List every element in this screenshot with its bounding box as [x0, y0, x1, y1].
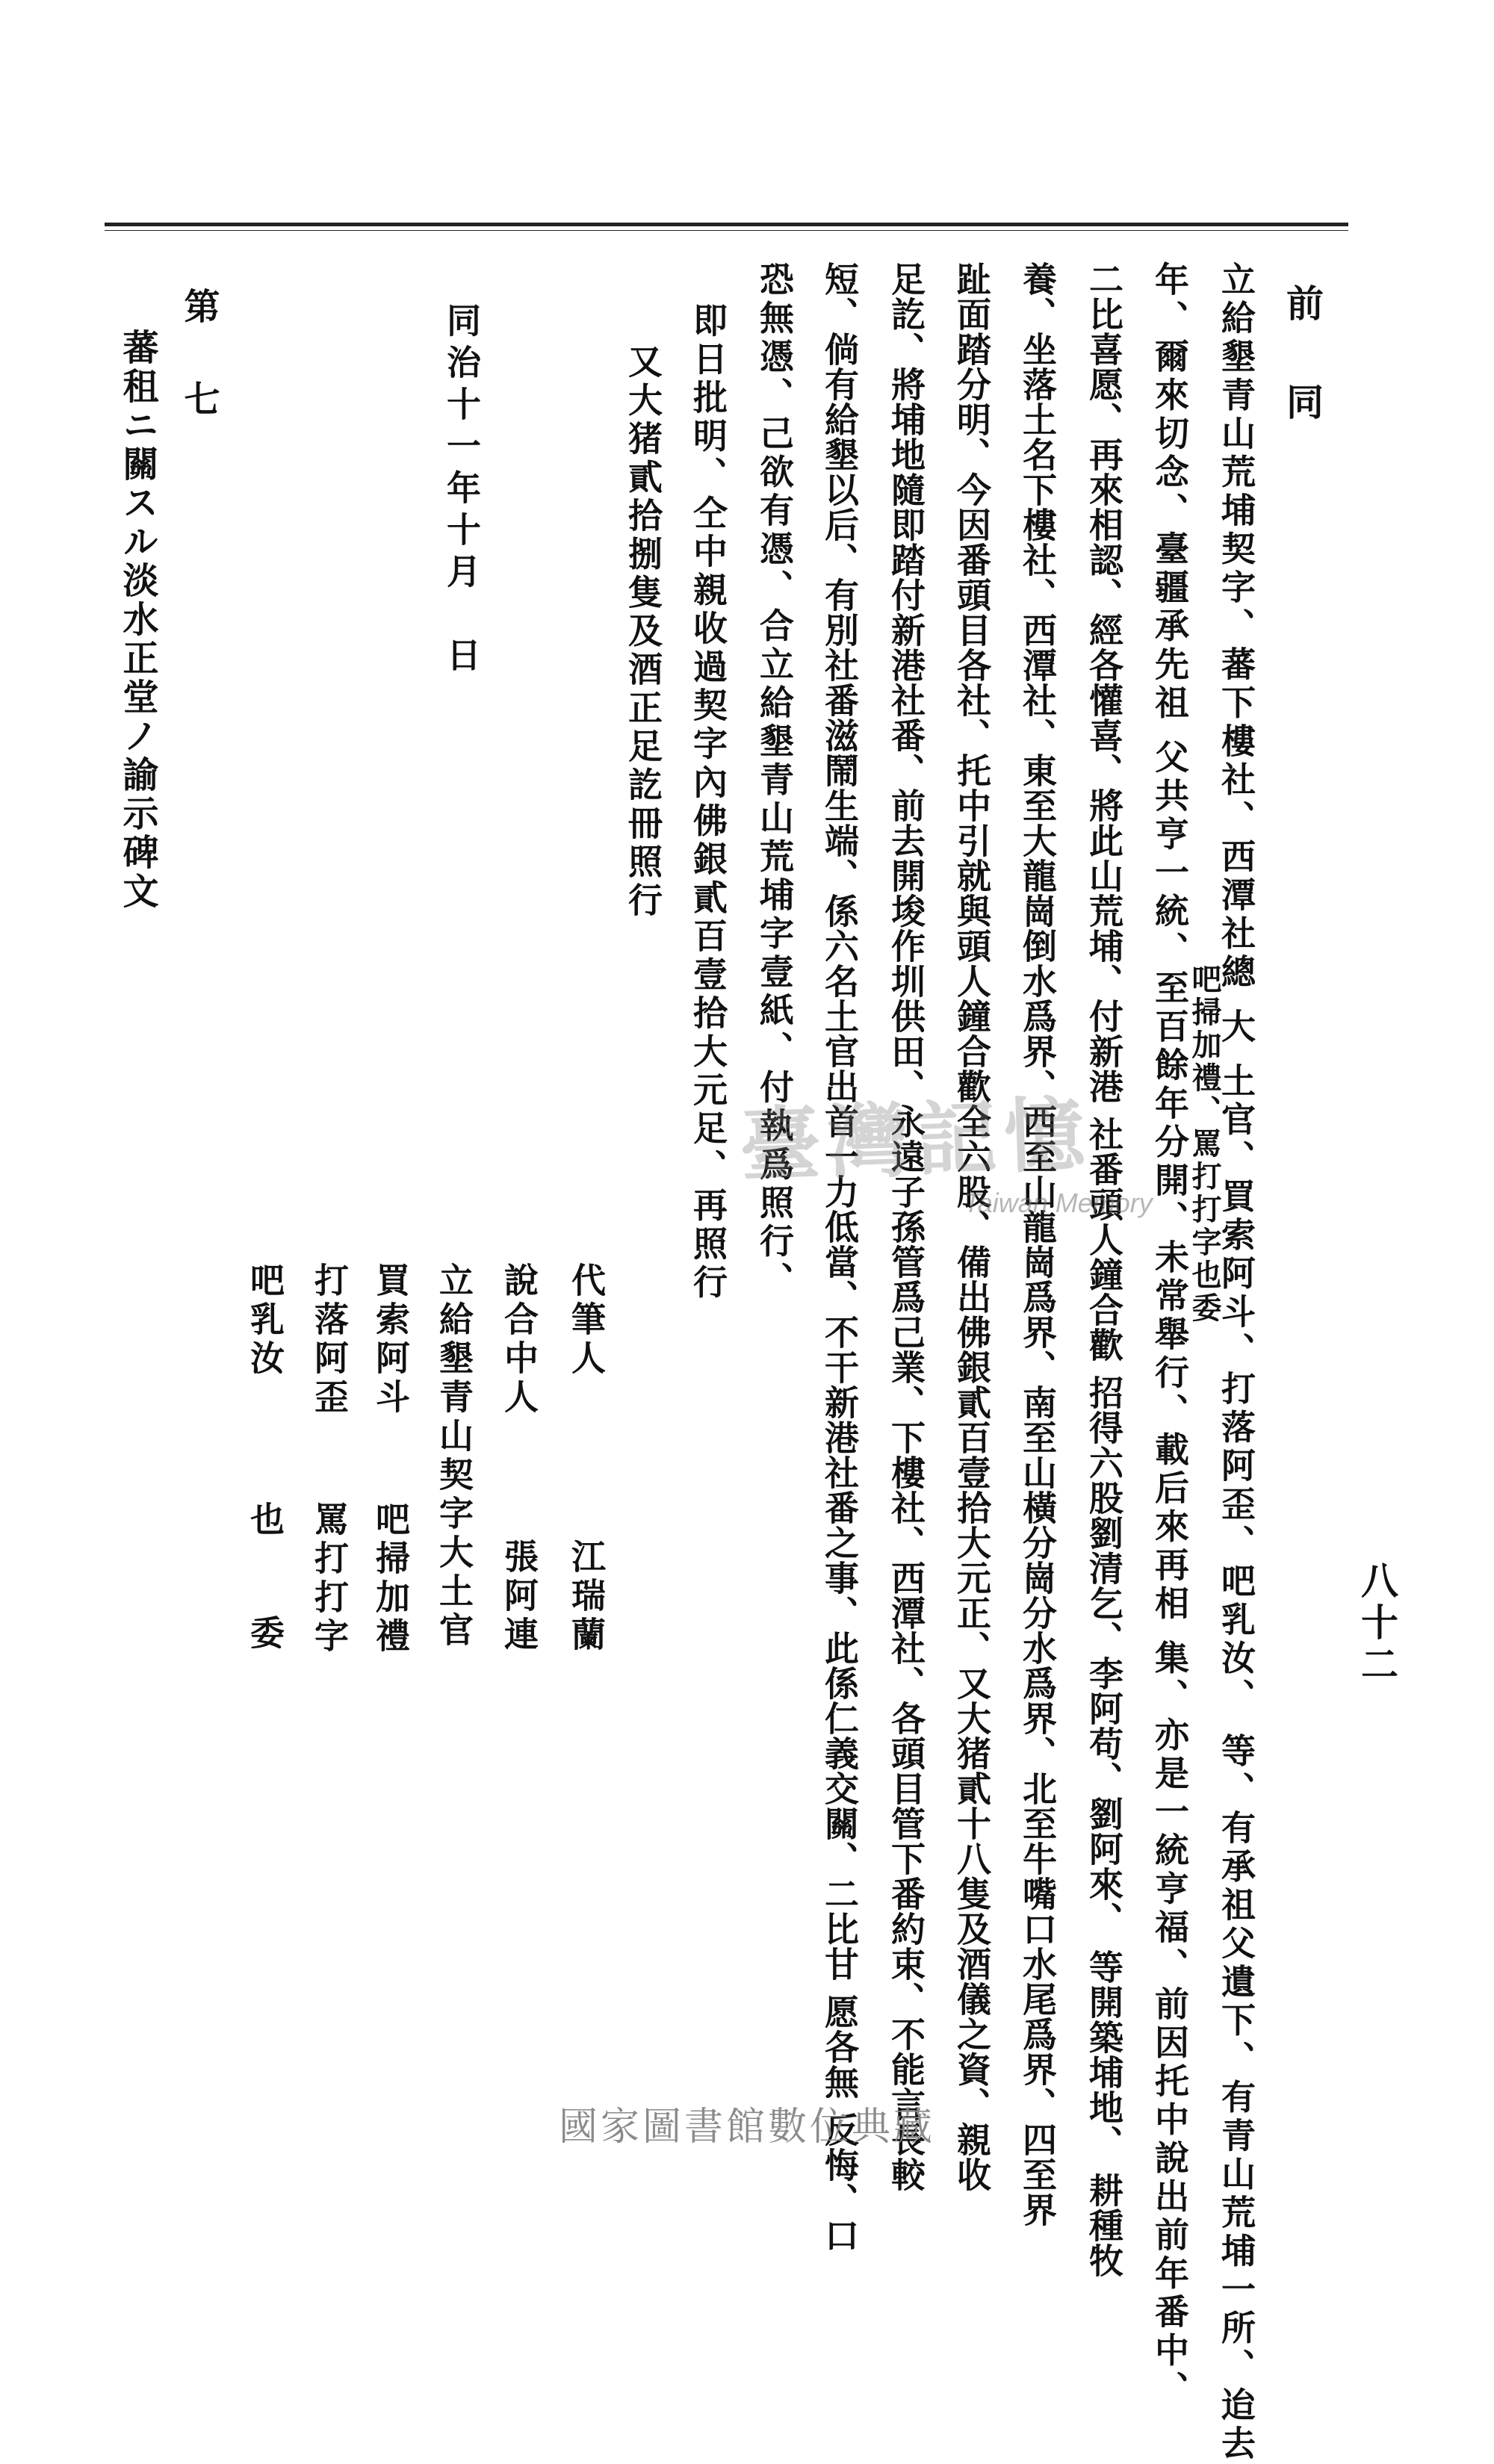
deed-column-3: 二比喜愿、再來相認、經各懽喜、將此山荒埔、付新港 社番頭人鐘合歡 招得六股劉清乞、李阿苟、劉阿來、 等開築埔地、 耕種牧	[1084, 261, 1124, 2279]
section-heading: 前 同	[1280, 284, 1324, 432]
signatory-role-5: 打落阿歪	[309, 1262, 350, 1418]
inserted-note-1: 吧掃加禮、罵打打字也委	[1187, 963, 1222, 1325]
signatory-name-5: 罵打打字	[309, 1501, 350, 1657]
signatory-name-2: 張阿連	[499, 1539, 539, 1655]
deed-column-9: 即日批明、仝中親收過契字內佛銀貳百壹拾大元足、再照行	[688, 302, 728, 1303]
signatory-name-1: 江瑞蘭	[566, 1539, 607, 1655]
signatory-name-4: 吧掃加禮	[371, 1501, 411, 1657]
deed-column-7: 短、倘有給墾以后、有別社番滋鬧生端、係六名土官出首一力低當、不干新港社番之事、此係仁義交關、二比甘 愿各無 反悔、口	[819, 261, 860, 2253]
top-rule-thin	[105, 230, 1348, 231]
signatory-role-3: 立給墾青山契字大土官	[434, 1262, 474, 1651]
signatory-role-2: 說合中人	[499, 1262, 539, 1418]
page-number: 八十二	[1355, 1561, 1399, 1686]
signatory-role-4: 買索阿斗	[371, 1262, 411, 1418]
footer-collection-label: 國家圖書館數位典藏	[558, 2105, 935, 2150]
signatory-role-1: 代筆人	[566, 1262, 607, 1379]
deed-column-6: 足訖、將埔地隨即踏付新港社番、前去開埈作圳供田、永遠子孫管爲己業、下樓社、西潭社、各頭目管下番約束、不能言長較	[886, 261, 926, 2192]
watermark-english: Taiwan Memory	[964, 1188, 1153, 1218]
next-section-number: 第 七	[178, 288, 220, 426]
deed-column-8: 恐無憑、己欲有憑、合立給墾青山荒埔字壹紙、付執爲照行、	[754, 261, 795, 1300]
deed-column-2: 年、爾來切念、臺疆承先祖 父共亨一統、至百餘年分開、未常舉行、載后來再相 集、亦是一統亨福、前因托中說出前年番中、	[1150, 261, 1190, 2409]
top-rule	[105, 223, 1348, 226]
next-section-title: 蕃租ニ關スル淡水正堂ノ諭示碑文	[117, 329, 158, 911]
deed-column-4: 養、坐落土名下樓社、西潭社、東至大龍崗倒水爲界、西至山龍崗爲界、南至山橫分崗分水爲界、北至牛嘴口水尾爲界、四至界	[1017, 261, 1058, 2227]
deed-date: 同治十一年十月 日	[441, 302, 482, 679]
signatory-name-6: 也 委	[245, 1501, 285, 1672]
watermark-logo: 臺灣記憶	[738, 1087, 1094, 1194]
deed-column-10: 又大猪貳拾捌隻及酒正足訖冊照行	[623, 344, 663, 921]
signatory-role-6: 吧乳汝	[245, 1262, 285, 1379]
deed-column-1: 立給墾青山荒埔契字、蕃下樓社、西潭社總 大 土官、買索阿斗、打落阿歪、吧乳汝、 等、有承祖父遺下、有青山荒埔一所、迨去	[1216, 261, 1256, 2464]
deed-column-5: 趾面踏分明、今因番頭目各社、托中引就與頭人鐘合歡全六股、備出佛銀貳百壹拾大元正、又大猪貳十八隻及酒儀之資、親收	[952, 261, 992, 2192]
